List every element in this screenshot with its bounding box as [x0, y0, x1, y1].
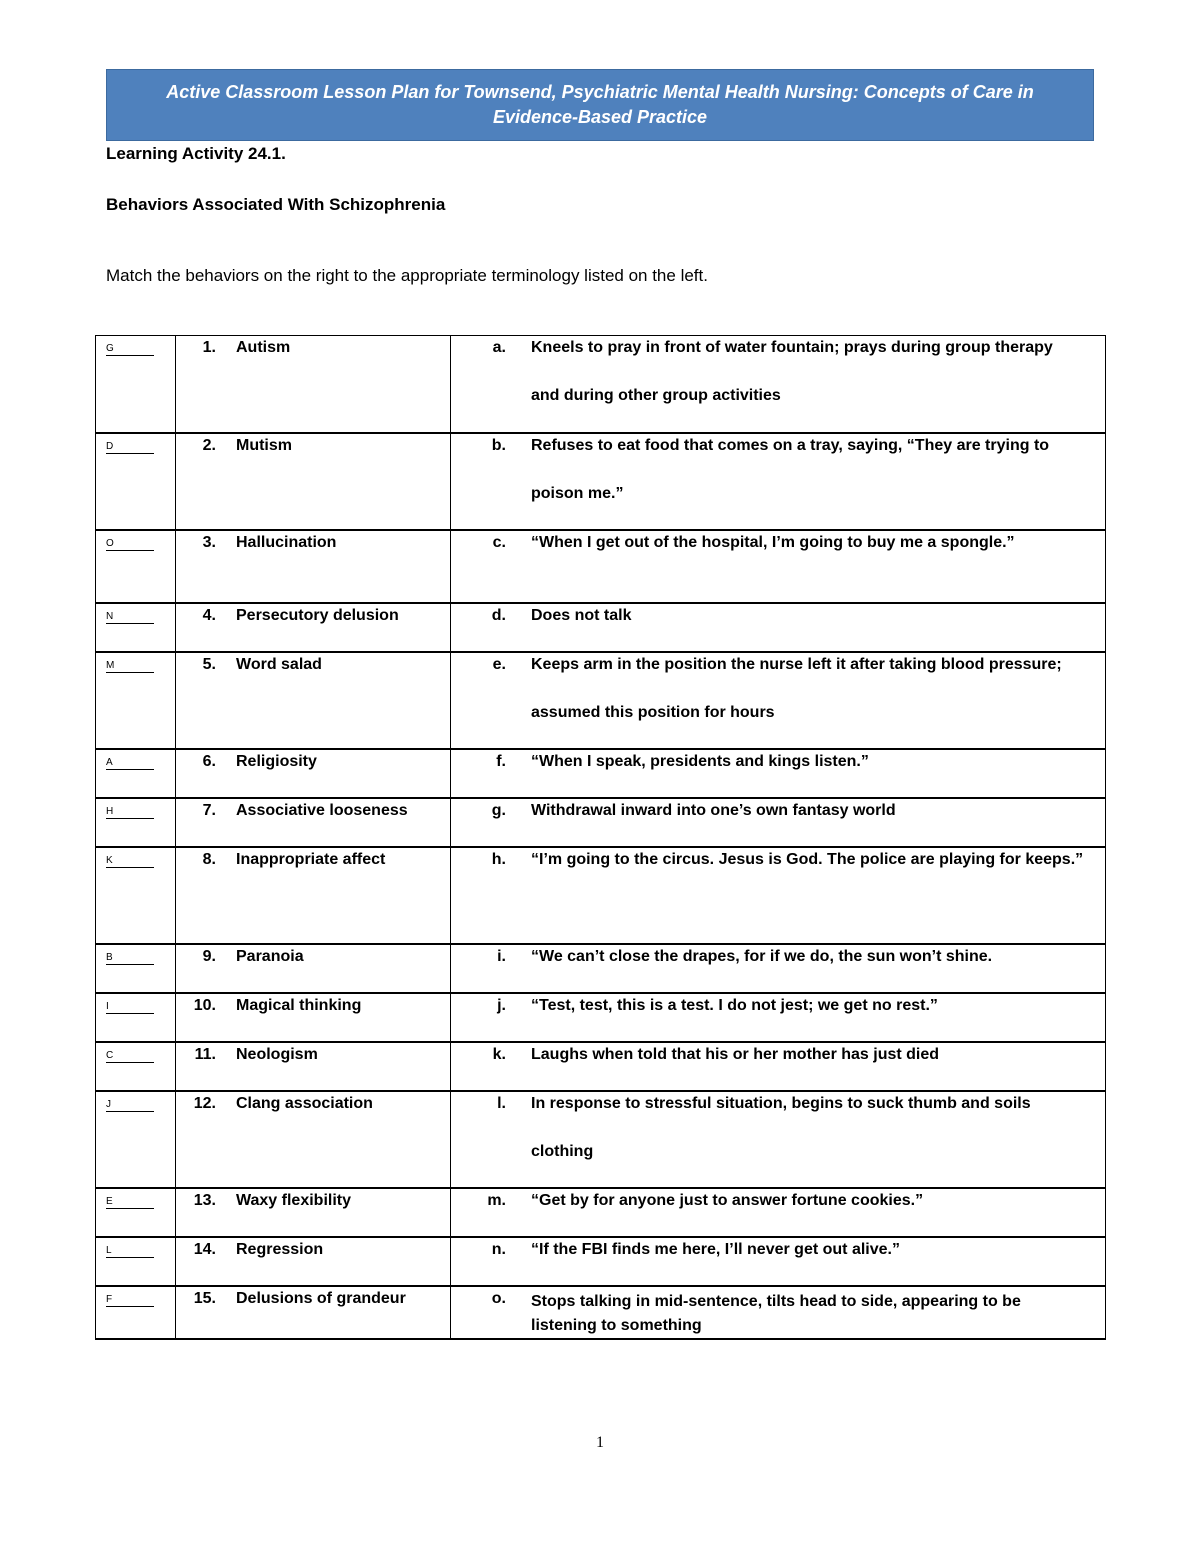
term-number: 7. [202, 801, 216, 819]
term-number: 4. [202, 606, 216, 624]
answer-blank[interactable]: O [106, 538, 154, 551]
behavior-cell [451, 1286, 1106, 1339]
table-row [96, 1237, 1106, 1286]
answer-blank[interactable]: L [106, 1245, 154, 1258]
instructions: Match the behaviors on the right to the appropriate terminology listed on the left. [106, 266, 708, 285]
answer-cell [96, 336, 176, 433]
behavior-letter: m. [487, 1191, 506, 1209]
answer-cell [96, 603, 176, 652]
term-label: Word salad [236, 655, 322, 673]
term-cell [176, 1042, 451, 1091]
term-cell [176, 1286, 451, 1339]
behavior-text: “When I speak, presidents and kings listen.” [531, 752, 869, 770]
answer-cell [96, 1188, 176, 1237]
answer-blank[interactable]: D [106, 441, 154, 454]
answer-cell [96, 798, 176, 847]
behavior-letter: k. [492, 1045, 506, 1063]
answer-cell [96, 1237, 176, 1286]
term-label: Clang association [236, 1094, 373, 1112]
term-cell [176, 749, 451, 798]
term-cell [176, 603, 451, 652]
behavior-text: “Test, test, this is a test. I do not jest; we get no rest.” [531, 996, 938, 1014]
behavior-letter: j. [497, 996, 506, 1014]
table-row [96, 847, 1106, 944]
term-number: 1. [202, 339, 216, 356]
behavior-text: “I’m going to the circus. Jesus is God. The police are playing for keeps.” [531, 850, 1084, 868]
term-label: Inappropriate affect [236, 850, 386, 868]
term-label: Neologism [236, 1045, 318, 1063]
answer-cell [96, 993, 176, 1042]
term-label: Magical thinking [236, 996, 362, 1014]
table-row [96, 433, 1106, 530]
answer-cell [96, 847, 176, 944]
answer-blank[interactable]: K [106, 855, 154, 868]
answer-blank[interactable]: M [106, 660, 154, 673]
term-number: 3. [202, 533, 216, 551]
term-number: 11. [194, 1045, 216, 1063]
term-label: Mutism [236, 436, 292, 454]
answer-cell [96, 749, 176, 798]
term-label: Autism [236, 339, 291, 356]
behavior-letter: n. [491, 1240, 506, 1258]
term-label: Hallucination [236, 533, 337, 551]
behavior-letter: o. [491, 1289, 506, 1307]
behavior-cell [451, 1237, 1106, 1286]
table-row [96, 1091, 1106, 1188]
term-cell [176, 1091, 451, 1188]
answer-blank[interactable]: B [106, 952, 154, 965]
behavior-text: Laughs when told that his or her mother has just died [531, 1045, 940, 1063]
answer-cell [96, 944, 176, 993]
behavior-text: Keeps arm in the position the nurse left it after taking blood pressure; assumed this position for hours [531, 655, 1062, 721]
term-cell [176, 433, 451, 530]
behavior-text: Refuses to eat food that comes on a tray, saying, “They are trying to poison me.” [531, 436, 1050, 502]
behavior-cell [451, 336, 1106, 433]
answer-blank[interactable]: H [106, 806, 154, 819]
answer-cell [96, 530, 176, 603]
term-cell [176, 993, 451, 1042]
term-cell [176, 944, 451, 993]
term-number: 15. [193, 1289, 216, 1307]
answer-blank[interactable]: C [106, 1050, 154, 1063]
answer-blank[interactable]: F [106, 1294, 154, 1307]
term-cell [176, 1237, 451, 1286]
behavior-cell [451, 652, 1106, 749]
behavior-letter: a. [492, 339, 506, 356]
behavior-letter: c. [492, 533, 506, 551]
term-cell [176, 847, 451, 944]
term-label: Paranoia [236, 947, 304, 965]
behavior-letter: i. [497, 947, 506, 965]
term-label: Persecutory delusion [236, 606, 399, 624]
table-row [96, 1286, 1106, 1339]
answer-blank[interactable]: J [106, 1099, 154, 1112]
term-number: 6. [202, 752, 216, 770]
answer-blank[interactable]: I [106, 1001, 154, 1014]
answer-cell [96, 1286, 176, 1339]
term-cell [176, 798, 451, 847]
behavior-text: Kneels to pray in front of water fountain; prays during group therapy and during other group activities [531, 339, 1053, 404]
table-row [96, 652, 1106, 749]
term-cell [176, 530, 451, 603]
term-cell [176, 336, 451, 433]
answer-blank[interactable]: G [106, 343, 154, 356]
behavior-letter: f. [496, 752, 506, 770]
answer-blank[interactable]: E [106, 1196, 154, 1209]
behavior-text: “When I get out of the hospital, I’m going to buy me a spongle.” [531, 533, 1015, 551]
term-label: Religiosity [236, 752, 317, 770]
term-number: 10. [193, 996, 216, 1014]
term-number: 9. [202, 947, 216, 965]
term-number: 5. [202, 655, 216, 673]
term-label: Waxy flexibility [236, 1191, 351, 1209]
term-number: 14. [193, 1240, 216, 1258]
answer-cell [96, 1042, 176, 1091]
behavior-text: “If the FBI finds me here, I’ll never get out alive.” [531, 1240, 900, 1258]
behavior-cell [451, 847, 1106, 944]
term-label: Regression [236, 1240, 324, 1258]
answer-blank[interactable]: A [106, 757, 154, 770]
header-banner [106, 69, 1094, 141]
behavior-text: “We can’t close the drapes, for if we do, the sun won’t shine. [531, 947, 993, 965]
term-cell [176, 652, 451, 749]
behavior-letter: e. [492, 655, 506, 673]
term-number: 13. [193, 1191, 216, 1209]
page-number: 1 [596, 1434, 604, 1451]
term-number: 12. [193, 1094, 216, 1112]
behavior-letter: h. [491, 850, 506, 868]
banner-title: Active Classroom Lesson Plan for Townsend, Psychiatric Mental Health Nursing: Concepts of Care in Evidence-Based Practice [166, 82, 1034, 127]
behavior-letter: g. [491, 801, 506, 819]
term-label: Associative looseness [236, 801, 408, 819]
behavior-letter: l. [497, 1094, 506, 1112]
behavior-text: Withdrawal inward into one’s own fantasy world [531, 801, 896, 819]
behavior-text: Stops talking in mid-sentence, tilts head to side, appearing to be listening to something [531, 1292, 1021, 1334]
answer-blank[interactable]: N [106, 611, 154, 624]
activity-subtitle: Behaviors Associated With Schizophrenia [106, 195, 446, 214]
behavior-cell [451, 433, 1106, 530]
behavior-text: “Get by for anyone just to answer fortune cookies.” [531, 1191, 924, 1209]
behavior-letter: b. [491, 436, 506, 454]
term-label: Delusions of grandeur [236, 1289, 406, 1307]
behavior-text: In response to stressful situation, begins to suck thumb and soils clothing [531, 1094, 1031, 1160]
behavior-text: Does not talk [531, 606, 632, 624]
answer-cell [96, 433, 176, 530]
matching-table [95, 335, 1106, 1340]
table-row [96, 336, 1106, 433]
behavior-letter: d. [491, 606, 506, 624]
activity-title: Learning Activity 24.1. [106, 144, 286, 163]
answer-cell [96, 1091, 176, 1188]
answer-cell [96, 652, 176, 749]
term-number: 8. [202, 850, 216, 868]
term-number: 2. [202, 436, 216, 454]
term-cell [176, 1188, 451, 1237]
behavior-cell [451, 1091, 1106, 1188]
